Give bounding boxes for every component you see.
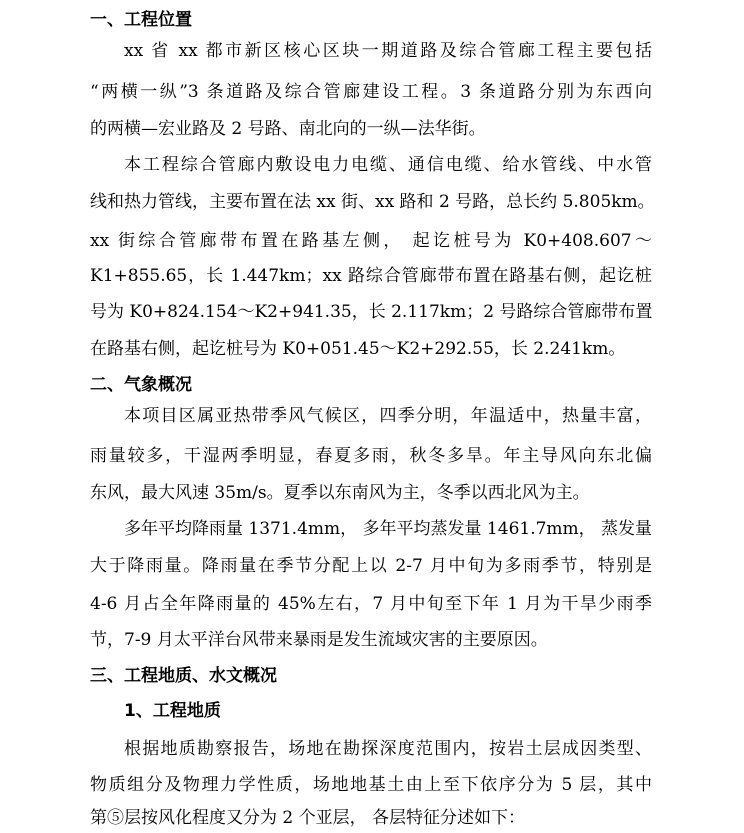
paragraph-line: 雨量较多，干湿两季明显，春夏多雨，秋冬多旱。年主导风向东北偏 [90, 446, 652, 466]
paragraph-line: 物质组分及物理力学性质，场地地基土由上至下依序分为 5 层，其中 [90, 775, 652, 795]
paragraph-line: xx 省 xx 都市新区核心区块一期道路及综合管廊工程主要包括 [124, 41, 652, 61]
subsection-heading-geology: 1、工程地质 [124, 701, 221, 721]
paragraph-line: K1+855.65，长 1.447km；xx 路综合管廊带布置在路基右侧，起讫桩 [90, 266, 652, 286]
paragraph-line: 第⑤层按风化程度又分为 2 个亚层， 各层特征分述如下： [90, 808, 526, 828]
paragraph-line: 号为 K0+824.154～K2+941.35，长 2.117km；2 号路综合管廊带布置 [90, 302, 653, 322]
paragraph-line: 节，7-9 月太平洋台风带来暴雨是发生流域灾害的主要原因。 [90, 630, 548, 650]
paragraph-line: 东风，最大风速 35m/s。夏季以东南风为主，冬季以西北风为主。 [90, 483, 590, 503]
section-heading-climate: 二、气象概况 [90, 375, 192, 395]
paragraph-line: xx 街综合管廊带布置在路基左侧， 起讫桩号为 K0+408.607～ [90, 231, 652, 251]
paragraph-line: 本项目区属亚热带季风气候区，四季分明，年温适中，热量丰富， [124, 406, 652, 426]
paragraph-line: 多年平均降雨量 1371.4mm， 多年平均蒸发量 1461.7mm， 蒸发量 [124, 519, 653, 539]
paragraph-line: 本工程综合管廊内敷设电力电缆、通信电缆、给水管线、中水管 [124, 155, 652, 175]
paragraph-line: 4-6 月占全年降雨量的 45%左右，7 月中旬至下年 1 月为干旱少雨季 [90, 594, 652, 614]
paragraph-line: 根据地质勘察报告，场地在勘探深度范围内，按岩土层成因类型、 [124, 739, 652, 759]
paragraph-line: 大于降雨量。降雨量在季节分配上以 2-7 月中旬为多雨季节，特别是 [90, 556, 652, 576]
section-heading-location: 一、工程位置 [90, 10, 192, 30]
paragraph-line: 线和热力管线，主要布置在法 xx 街、xx 路和 2 号路，总长约 5.805km。 [90, 192, 655, 212]
paragraph-line: 的两横—宏业路及 2 号路、南北向的一纵—法华街。 [90, 119, 486, 139]
paragraph-line: “两横一纵”3 条道路及综合管廊建设工程。3 条道路分别为东西向 [90, 82, 652, 102]
section-heading-geology-hydrology: 三、工程地质、水文概况 [90, 666, 277, 686]
paragraph-line: 在路基右侧，起讫桩号为 K0+051.45～K2+292.55，长 2.241km。 [90, 339, 626, 359]
